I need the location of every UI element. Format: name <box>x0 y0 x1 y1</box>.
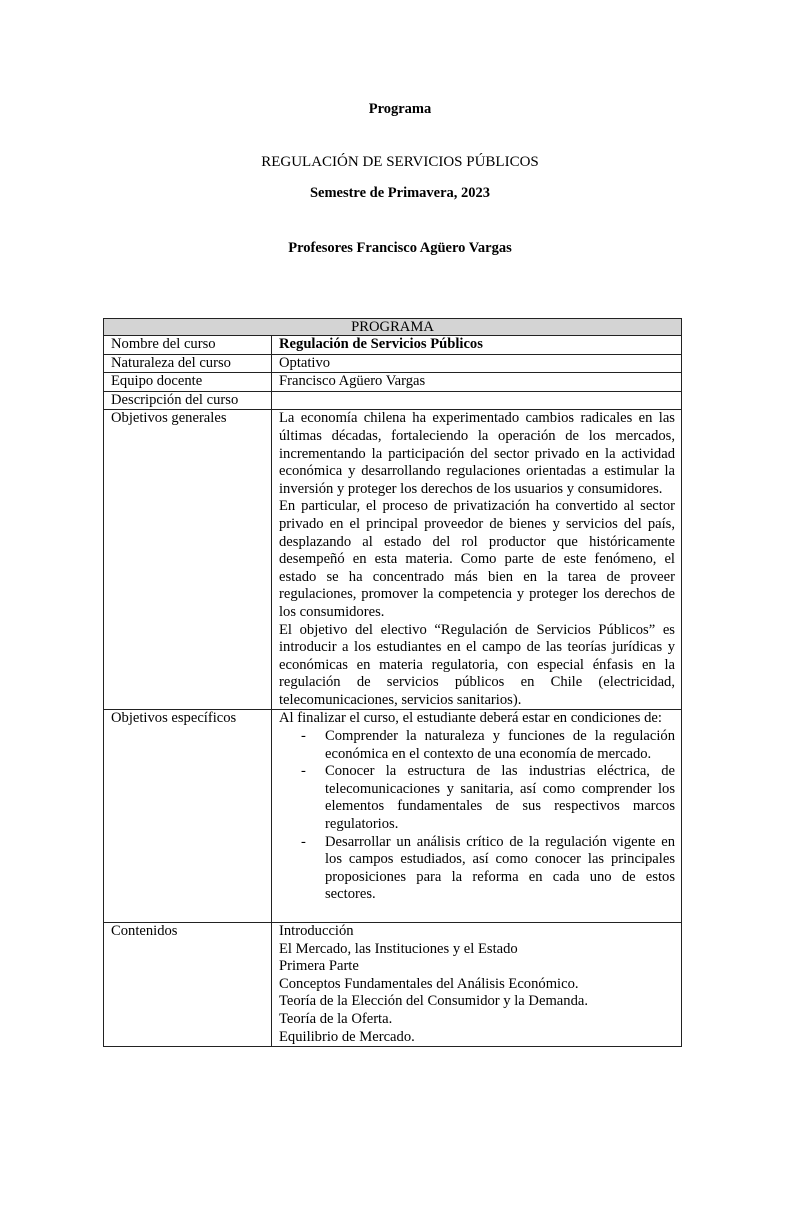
row-value-nombre: Regulación de Servicios Públicos <box>272 336 682 355</box>
objectives-list <box>279 728 675 904</box>
dash-bullet-icon: - <box>301 833 306 850</box>
content-line: Teoría de la Oferta. <box>279 1010 393 1027</box>
row-value-equipo: Francisco Agüero Vargas <box>272 373 682 392</box>
document-heading: Programa <box>368 101 432 117</box>
table-row <box>104 391 682 410</box>
list-item-text: Conocer la estructura de las industrias eléctrica, de telecomunicaciones y sanitaria, así como comprender los elementos fundamentales de sus respectivos marcos regulatorios. <box>325 763 675 833</box>
row-label-contenidos: Contenidos <box>104 923 272 1047</box>
paragraph: La economía chilena ha experimentado cambios radicales en las últimas décadas, fortaleciendo la operación de los mercados, incrementando la participación del sector privado en la actividad económica y desarrollando regulaciones orientadas a estimular la inversión y proteger los derechos de los usuarios y consumidores. <box>279 410 675 497</box>
dash-bullet-icon: - <box>301 728 306 745</box>
professors-label: Profesores Francisco Agüero Vargas <box>288 240 512 256</box>
spacer <box>279 904 675 922</box>
content-line: Primera Parte <box>279 958 359 975</box>
content-line: Conceptos Fundamentales del Análisis Económico. <box>279 975 579 992</box>
content-line: El Mercado, las Instituciones y el Estado <box>279 940 518 957</box>
row-value-descripcion <box>272 391 682 410</box>
table-header-row <box>104 319 682 336</box>
row-label-nombre: Nombre del curso <box>104 336 272 355</box>
list-item <box>279 834 675 904</box>
list-item-text: Comprender la naturaleza y funciones de la regulación económica en el contexto de una economía de mercado. <box>325 728 675 762</box>
course-title: REGULACIÓN DE SERVICIOS PÚBLICOS <box>261 154 539 170</box>
row-label-naturaleza: Naturaleza del curso <box>104 354 272 373</box>
row-label-descripcion: Descripción del curso <box>104 391 272 410</box>
program-table <box>103 318 682 1047</box>
row-value-objetivos-especificos <box>272 710 682 923</box>
row-label-objetivos-generales: Objetivos generales <box>104 410 272 710</box>
row-value-objetivos-generales <box>272 410 682 710</box>
list-item-text: Desarrollar un análisis crítico de la regulación vigente en los campos estudiados, así como conocer las principales proposiciones para la reforma en cada uno de estos sectores. <box>325 833 675 903</box>
list-item <box>279 763 675 833</box>
paragraph: En particular, el proceso de privatización ha convertido al sector privado en el principal proveedor de bienes y servicios del país, desplazando al estado del rol productor que históricamente desempeñó en esta materia. Como parte de este fenómeno, el estado se ha concentrado más bien en la tarea de proveer regulaciones, promover la competencia y proteger los derechos de los consumidores. <box>279 498 675 620</box>
paragraph: El objetivo del electivo “Regulación de Servicios Públicos” es introducir a los estudiantes en el campo de las teorías jurídicas y económicas en materia regulatoria, con especial énfasis en la regulación de servicios públicos en Chile (electricidad, telecomunicaciones, servicios sanitarios). <box>279 621 675 708</box>
table-header: PROGRAMA <box>104 319 682 336</box>
row-label-objetivos-especificos: Objetivos específicos <box>104 710 272 923</box>
content-line: Teoría de la Elección del Consumidor y la Demanda. <box>279 993 588 1010</box>
table-row <box>104 373 682 392</box>
row-label-equipo: Equipo docente <box>104 373 272 392</box>
table-row <box>104 710 682 923</box>
table-row <box>104 923 682 1047</box>
row-value-contenidos <box>272 923 682 1047</box>
row-value-naturaleza: Optativo <box>272 354 682 373</box>
content-line: Equilibrio de Mercado. <box>279 1028 415 1045</box>
table-row <box>104 354 682 373</box>
table-row <box>104 410 682 710</box>
objectives-intro: Al finalizar el curso, el estudiante deberá estar en condiciones de: <box>279 710 662 727</box>
dash-bullet-icon: - <box>301 763 306 780</box>
list-item <box>279 728 675 763</box>
content-line: Introducción <box>279 923 354 939</box>
table-row <box>104 336 682 355</box>
semester-label: Semestre de Primavera, 2023 <box>309 185 491 201</box>
